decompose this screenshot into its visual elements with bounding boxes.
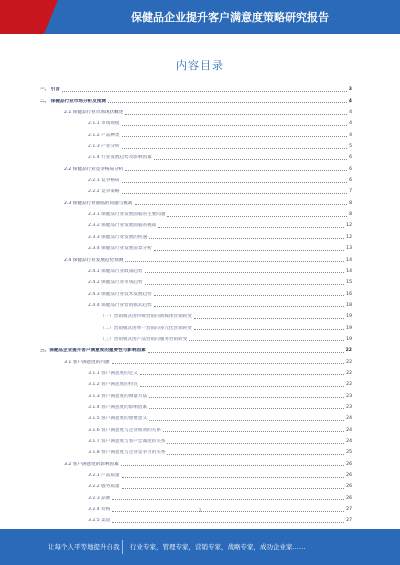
toc-entry-label: 3.2.1 产品质量 bbox=[88, 473, 120, 479]
toc-entry[interactable] bbox=[40, 105, 352, 116]
toc-leader-dots bbox=[121, 465, 344, 466]
table-of-contents bbox=[40, 82, 352, 536]
toc-leader-dots bbox=[194, 318, 344, 319]
toc-entry[interactable] bbox=[40, 490, 352, 501]
toc-entry[interactable] bbox=[40, 513, 352, 524]
toc-leader-dots bbox=[125, 261, 344, 262]
toc-leader-dots bbox=[149, 397, 344, 398]
toc-leader-dots bbox=[62, 91, 347, 92]
toc-entry-label: 3.1.4 客户满意度的影响因素 bbox=[88, 404, 148, 410]
toc-entry-label: 3.2 客户满意度的影响因素 bbox=[64, 461, 119, 467]
toc-leader-dots bbox=[112, 499, 344, 500]
toc-leader-dots bbox=[125, 170, 347, 171]
toc-entry[interactable] bbox=[40, 195, 352, 206]
header-bar bbox=[0, 0, 400, 34]
toc-entry-page: 15 bbox=[346, 280, 352, 286]
toc-entry-page: 14 bbox=[346, 257, 352, 263]
toc-entry-label: 二、 保健品行业市场分析及预测 bbox=[40, 98, 106, 104]
toc-leader-dots bbox=[163, 431, 344, 432]
toc-entry-label: 3.1.3 客户满意度的测量方法 bbox=[88, 393, 148, 399]
toc-entry[interactable] bbox=[40, 320, 352, 331]
toc-entry-page: 25 bbox=[346, 450, 352, 456]
toc-entry-label: 2.4.3 保健品行业技术发展趋势 bbox=[88, 291, 152, 297]
toc-leader-dots bbox=[167, 443, 344, 444]
toc-entry-label: 2.4.2 保健品行业市场趋势 bbox=[88, 280, 143, 286]
toc-entry-page: 4 bbox=[348, 98, 352, 104]
toc-entry[interactable] bbox=[40, 298, 352, 309]
toc-entry-label: 3.1.7 客户满意度与客户忠诚度的关系 bbox=[88, 439, 166, 444]
toc-entry-page: 26 bbox=[346, 484, 352, 490]
toc-entry[interactable] bbox=[40, 264, 352, 275]
toc-entry-label: 2.3.3 保健品行业发展的机遇 bbox=[88, 234, 148, 240]
toc-leader-dots bbox=[122, 193, 348, 194]
toc-entry-label: （一）营销模式由传统营销向新媒体营销转变 bbox=[100, 314, 192, 320]
toc-entry-page: 12 bbox=[346, 223, 352, 229]
toc-entry-page: 18 bbox=[346, 302, 352, 308]
toc-entry-label: 2.1.1 市场规模 bbox=[88, 121, 120, 127]
footer-divider bbox=[122, 540, 123, 554]
toc-entry-page: 22 bbox=[346, 359, 352, 365]
toc-entry[interactable] bbox=[40, 468, 352, 479]
toc-entry-page: 22 bbox=[345, 348, 352, 354]
toc-entry-label: 三、保健品企业提升客户满意度的重要性与影响因素 bbox=[40, 348, 146, 354]
toc-entry[interactable] bbox=[40, 241, 352, 252]
toc-entry-label: 2.4.4 保健品行业营销模式趋势 bbox=[88, 302, 152, 308]
toc-entry-page: 22 bbox=[346, 382, 352, 388]
toc-entry-page: 14 bbox=[346, 268, 352, 274]
toc-entry-page: 4 bbox=[349, 121, 352, 127]
toc-entry-page: 8 bbox=[349, 212, 352, 218]
toc-entry-page: 4 bbox=[349, 132, 352, 138]
toc-entry-page: 6 bbox=[349, 155, 352, 161]
toc-entry-page: 4 bbox=[349, 110, 352, 116]
toc-leader-dots bbox=[122, 182, 348, 183]
toc-entry[interactable] bbox=[40, 332, 352, 343]
toc-entry-label: 3.1.1 客户满意度的定义 bbox=[88, 370, 138, 376]
toc-entry-label: 3.2.3 品牌 bbox=[88, 495, 111, 501]
toc-entry-label: 3.1 客户满意度的内涵 bbox=[64, 359, 110, 365]
toc-entry-label: 一、 引言 bbox=[40, 87, 60, 93]
toc-entry-label: 2.1 保健品行业市场现状概述 bbox=[64, 110, 124, 116]
toc-entry[interactable] bbox=[40, 377, 352, 388]
toc-entry-label: 3.2.5 渠道 bbox=[88, 518, 111, 524]
toc-leader-dots bbox=[148, 352, 344, 353]
toc-entry[interactable] bbox=[40, 309, 352, 320]
toc-entry[interactable] bbox=[40, 139, 352, 150]
toc-entry[interactable] bbox=[40, 456, 352, 467]
toc-entry-label: 2.3 保健品行业面临的问题与挑战 bbox=[64, 200, 133, 206]
toc-entry-page: 7 bbox=[349, 189, 352, 195]
toc-entry[interactable] bbox=[40, 82, 352, 93]
toc-entry-page: 6 bbox=[349, 178, 352, 184]
header-accent bbox=[0, 0, 44, 34]
toc-entry-label: 2.3.2 保健品行业发展面临的挑战 bbox=[88, 223, 157, 229]
toc-entry-page: 27 bbox=[346, 507, 352, 513]
toc-entry[interactable] bbox=[40, 445, 352, 456]
toc-leader-dots bbox=[122, 488, 345, 489]
toc-leader-dots bbox=[112, 522, 344, 523]
toc-entry-label: （三）营销模式由产品营销向服务营销转变 bbox=[100, 336, 188, 342]
toc-entry[interactable] bbox=[40, 150, 352, 161]
toc-entry-page: 19 bbox=[346, 314, 352, 320]
toc-entry-label: 3.1.5 客户满意度的重要意义 bbox=[88, 416, 148, 422]
toc-entry-page: 16 bbox=[346, 291, 352, 297]
toc-entry[interactable] bbox=[40, 184, 352, 195]
toc-entry[interactable] bbox=[40, 218, 352, 229]
toc-entry-page: 24 bbox=[346, 439, 352, 444]
toc-leader-dots bbox=[149, 420, 344, 421]
toc-entry[interactable] bbox=[40, 434, 352, 445]
toc-entry-page: 26 bbox=[346, 495, 352, 501]
toc-heading: 内容目录 bbox=[176, 59, 224, 72]
toc-leader-dots bbox=[149, 238, 344, 239]
toc-leader-dots bbox=[122, 477, 345, 478]
toc-entry-label: 3.2.2 服务质量 bbox=[88, 484, 120, 490]
toc-leader-dots bbox=[112, 363, 345, 364]
toc-leader-dots bbox=[140, 386, 344, 387]
toc-entry-page: 19 bbox=[346, 336, 352, 342]
toc-entry-label: 3.1.6 客户满意度与企业绩效的关系 bbox=[88, 427, 161, 433]
toc-entry[interactable] bbox=[40, 286, 352, 297]
toc-entry-page: 24 bbox=[346, 427, 352, 433]
toc-entry-page: 26 bbox=[346, 461, 352, 467]
toc-entry-page: 13 bbox=[346, 246, 352, 252]
toc-entry[interactable] bbox=[40, 127, 352, 138]
toc-leader-dots bbox=[158, 227, 344, 228]
toc-entry-label: 2.4.1 保健品行业政策趋势 bbox=[88, 268, 143, 274]
toc-entry[interactable] bbox=[40, 229, 352, 240]
toc-entry-page: 23 bbox=[346, 404, 352, 410]
toc-leader-dots bbox=[189, 340, 344, 341]
toc-entry-page: 12 bbox=[346, 234, 352, 240]
toc-entry-page: 23 bbox=[346, 393, 352, 399]
toc-entry[interactable] bbox=[40, 343, 352, 354]
toc-entry[interactable] bbox=[40, 422, 352, 433]
toc-leader-dots bbox=[122, 148, 348, 149]
toc-entry[interactable] bbox=[40, 161, 352, 172]
toc-entry[interactable] bbox=[40, 366, 352, 377]
toc-entry-label: 2.1.3 产业分析 bbox=[88, 144, 120, 150]
toc-entry-label: 2.3.1 保健品行业发展面临的主要问题 bbox=[88, 212, 166, 218]
toc-leader-dots bbox=[154, 306, 344, 307]
toc-entry[interactable] bbox=[40, 275, 352, 286]
toc-entry[interactable] bbox=[40, 479, 352, 490]
toc-leader-dots bbox=[145, 284, 345, 285]
toc-leader-dots bbox=[122, 136, 348, 137]
toc-entry-label: 3.1.2 客户满意度的特点 bbox=[88, 382, 138, 388]
toc-entry-label: 3.1.8 客户满意度与企业竞争力的关系 bbox=[88, 450, 166, 456]
toc-entry-label: （二）营销模式由单一营销向多元化营销转变 bbox=[100, 325, 192, 331]
toc-entry[interactable] bbox=[40, 252, 352, 263]
footer-bar bbox=[0, 529, 400, 565]
toc-leader-dots bbox=[194, 329, 344, 330]
toc-leader-dots bbox=[167, 454, 344, 455]
toc-entry-label: 2.4 保健品行业发展趋势预测 bbox=[64, 257, 124, 263]
toc-leader-dots bbox=[122, 125, 348, 126]
toc-leader-dots bbox=[125, 114, 347, 115]
toc-entry-label: 2.3.4 保健品行业发展前景分析 bbox=[88, 246, 152, 252]
toc-leader-dots bbox=[154, 159, 347, 160]
footer-slogan: 让每个人平等地提升自我 bbox=[48, 543, 120, 551]
toc-entry-label: 2.2.2 竞争策略 bbox=[88, 189, 120, 195]
toc-entry[interactable] bbox=[40, 388, 352, 399]
toc-entry-page: 6 bbox=[349, 166, 352, 172]
toc-entry[interactable] bbox=[40, 400, 352, 411]
toc-entry-page: 24 bbox=[346, 416, 352, 422]
toc-entry-label: 2.2 保健品行业竞争格局分析 bbox=[64, 166, 124, 172]
toc-entry[interactable] bbox=[40, 93, 352, 104]
toc-entry-page: 22 bbox=[346, 370, 352, 376]
toc-entry-page: 3 bbox=[348, 87, 352, 93]
toc-entry-label: 3.2.4 价格 bbox=[88, 507, 111, 513]
toc-entry-page: 5 bbox=[349, 144, 352, 150]
toc-entry-page: 19 bbox=[346, 325, 352, 331]
page-number: 2 bbox=[198, 508, 202, 513]
toc-leader-dots bbox=[108, 102, 347, 103]
toc-entry[interactable] bbox=[40, 207, 352, 218]
toc-leader-dots bbox=[149, 408, 344, 409]
toc-entry-page: 26 bbox=[346, 473, 352, 479]
toc-leader-dots bbox=[154, 295, 344, 296]
toc-entry-label: 2.2.1 竞争格局 bbox=[88, 178, 120, 184]
toc-entry[interactable] bbox=[40, 411, 352, 422]
report-title: 保健品企业提升客户满意度策略研究报告 bbox=[131, 11, 329, 24]
toc-entry[interactable] bbox=[40, 173, 352, 184]
toc-entry-label: 2.1.2 产品种类 bbox=[88, 132, 120, 138]
footer-experts: 行业专家，管理专家，营销专家，战略专家，成功企业家…… bbox=[130, 543, 306, 551]
toc-leader-dots bbox=[154, 250, 344, 251]
toc-leader-dots bbox=[167, 216, 347, 217]
toc-leader-dots bbox=[145, 272, 345, 273]
toc-entry-page: 8 bbox=[349, 200, 352, 206]
toc-entry-label: 2.1.4 行业发展趋势及影响因素 bbox=[88, 155, 152, 161]
toc-entry[interactable] bbox=[40, 116, 352, 127]
toc-leader-dots bbox=[140, 374, 344, 375]
toc-entry[interactable] bbox=[40, 354, 352, 365]
toc-entry-page: 27 bbox=[346, 518, 352, 524]
toc-leader-dots bbox=[135, 204, 348, 205]
